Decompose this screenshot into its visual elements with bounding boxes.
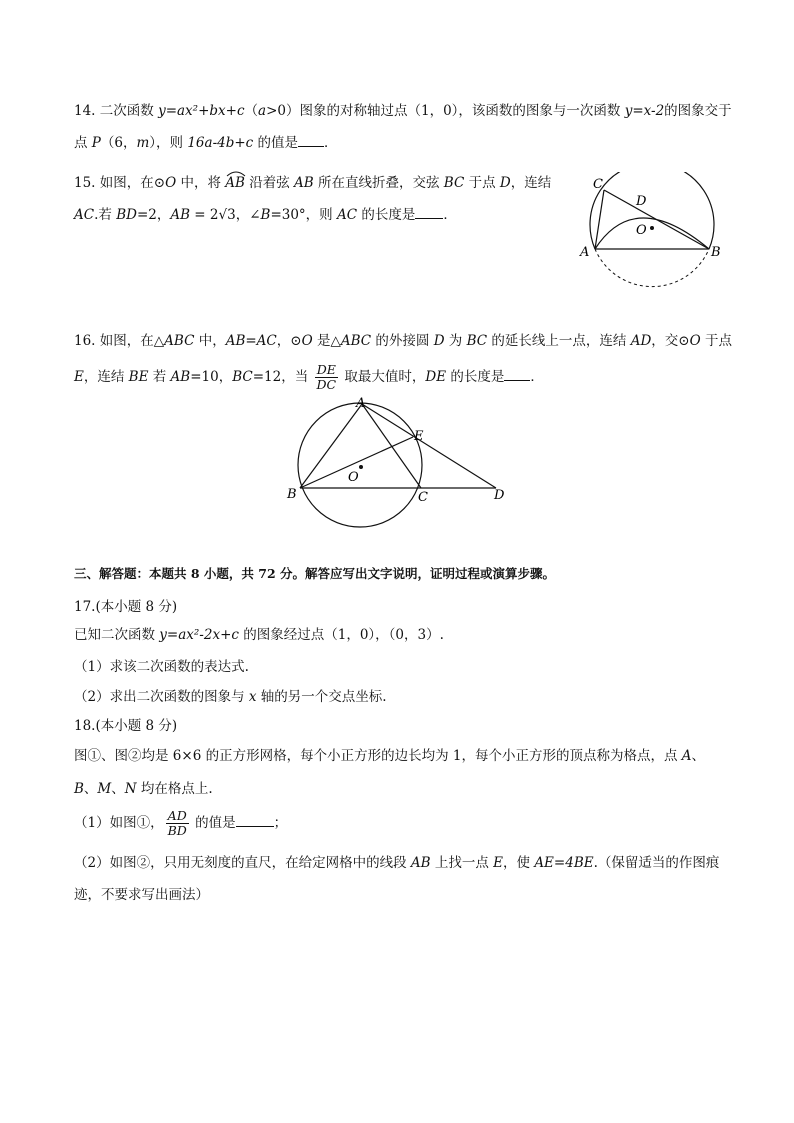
q14-line2 bbox=[74, 133, 338, 153]
q18-text: 上找一点 bbox=[430, 855, 494, 871]
q16-text: 为 bbox=[444, 333, 467, 349]
q15-var: BC bbox=[443, 175, 465, 191]
q16-text: 的长度是 bbox=[446, 369, 505, 385]
q14-point-p: P bbox=[91, 135, 101, 151]
q18-text: （1）如图①， bbox=[74, 815, 164, 831]
q14-text: （6， bbox=[100, 135, 137, 151]
q15-text: =30°，则 bbox=[270, 207, 337, 223]
q16-var: ABC bbox=[164, 333, 195, 349]
q15-text: ，连结 bbox=[510, 175, 552, 191]
q14-expression: 16a-4b+c bbox=[187, 135, 254, 151]
q16-text: 的外接圆 bbox=[371, 333, 434, 349]
q16-segment-ad bbox=[362, 404, 496, 488]
q18-part2-line1 bbox=[74, 853, 719, 873]
q18-var: N bbox=[124, 781, 137, 797]
q14-line1 bbox=[74, 101, 732, 121]
q15-var: AB bbox=[294, 175, 314, 191]
q18-heading: 18.(本小题 8 分) bbox=[74, 718, 178, 734]
q17-part1: （1）求该二次函数的表达式. bbox=[74, 659, 249, 675]
q16-label-d: D bbox=[494, 488, 505, 503]
q16-var: D bbox=[433, 333, 445, 349]
q18-part1 bbox=[74, 807, 287, 839]
q16-center-dot bbox=[359, 465, 363, 469]
q16-var: ABC bbox=[340, 333, 372, 349]
q15-text: 中，将 bbox=[176, 175, 226, 191]
section3-title: 三、解答题：本题共 8 小题，共 72 分。解答应写出文字说明，证明过程或演算步骤。 bbox=[74, 566, 556, 581]
q18-stem-line2 bbox=[74, 779, 213, 799]
q17-text: 的图象经过点（1，0），（0，3）. bbox=[238, 627, 444, 643]
q18-text: 、 bbox=[691, 748, 705, 764]
q15-segment-ac bbox=[595, 190, 604, 249]
q16-line1 bbox=[74, 331, 732, 351]
q16-text: 取最大值时， bbox=[340, 369, 426, 385]
q15-label-b: B bbox=[711, 245, 721, 260]
q15-folded-arc bbox=[595, 218, 709, 249]
q18-stem-line1 bbox=[74, 746, 705, 766]
q18-frac-den: BD bbox=[167, 823, 187, 838]
q18-var: A bbox=[681, 748, 692, 764]
q18-fraction-ad-bd bbox=[166, 809, 189, 838]
q14-text: 的值是 bbox=[253, 135, 299, 151]
q16-fraction-de-dc bbox=[315, 363, 339, 392]
q15-line2 bbox=[74, 205, 457, 225]
q18-text: .（保留适当的作图痕 bbox=[593, 855, 720, 871]
q16-var: O bbox=[301, 333, 313, 349]
q14-quadratic-formula: y=ax²+bx+c bbox=[158, 103, 245, 119]
q15-text: =2， bbox=[136, 207, 171, 223]
q16-frac-num: DE bbox=[315, 363, 339, 378]
q18-var: AB bbox=[410, 855, 431, 871]
q15-circle-lower-arc-dashed bbox=[595, 249, 709, 287]
q18-var: AE=4BE bbox=[534, 855, 594, 871]
q16-var: E bbox=[74, 369, 84, 385]
q18-text: 图①、图②均是 6×6 的正方形网格，每个小正方形的边长均为 1，每个小正方形的顶点称为格点，点 bbox=[74, 748, 682, 764]
q15-label-d: D bbox=[636, 194, 647, 209]
q14-text: ． bbox=[324, 135, 338, 151]
q15-circle-upper-arc bbox=[590, 172, 714, 249]
q14-text: 的图象交于 bbox=[664, 103, 732, 119]
q18-text: 均在格点上. bbox=[136, 781, 213, 797]
q16-segment-ac bbox=[362, 404, 421, 488]
q15-label-c: C bbox=[593, 177, 603, 192]
q14-text: ），则 bbox=[149, 135, 188, 151]
q17-part2 bbox=[74, 687, 387, 707]
q18-text: ； bbox=[273, 815, 288, 831]
q16-var: DE bbox=[425, 369, 447, 385]
q16-label-b: B bbox=[287, 487, 297, 502]
q15-text: .若 bbox=[94, 207, 117, 223]
q15-arc-ab bbox=[225, 169, 245, 193]
q16-var: O bbox=[689, 333, 701, 349]
q15-text: 的长度是 bbox=[357, 207, 416, 223]
q15-text: 所在直线折叠，交弦 bbox=[313, 175, 444, 191]
q15-text: ． bbox=[443, 207, 457, 223]
q16-var: AB=AC bbox=[225, 333, 277, 349]
q16-text: 16. 如图，在△ bbox=[74, 333, 165, 349]
q15-var: B bbox=[260, 207, 271, 223]
q18-frac-num: AD bbox=[166, 809, 189, 824]
q14-var-a: a bbox=[258, 103, 267, 119]
q18-text: ，使 bbox=[503, 855, 535, 871]
q16-text: =10， bbox=[190, 369, 233, 385]
q16-var: AB bbox=[170, 369, 191, 385]
q18-text: 、 bbox=[111, 781, 125, 797]
q17-var-x: x bbox=[248, 689, 257, 705]
q16-var: BE bbox=[128, 369, 149, 385]
q15-label-o: O bbox=[636, 223, 647, 238]
q14-text: 点 bbox=[74, 135, 92, 151]
q16-figure bbox=[284, 395, 514, 535]
q15-var: BD bbox=[116, 207, 137, 223]
q15-var: D bbox=[499, 175, 511, 191]
q14-answer-blank[interactable] bbox=[298, 134, 324, 147]
q18-part2-line2: 迹，不要求写出画法） bbox=[74, 887, 209, 903]
q15-center-dot bbox=[650, 226, 654, 230]
q15-figure bbox=[575, 172, 725, 294]
q16-frac-den: DC bbox=[316, 377, 337, 392]
q18-answer-blank[interactable] bbox=[236, 814, 274, 827]
q15-text: = 2√3，∠ bbox=[190, 207, 261, 223]
q17-text: 轴的另一个交点坐标. bbox=[256, 689, 387, 705]
q18-var: M bbox=[97, 781, 112, 797]
q16-text: 若 bbox=[148, 369, 171, 385]
q15-var: AC bbox=[336, 207, 358, 223]
q16-text: ． bbox=[530, 369, 544, 385]
q16-label-c: C bbox=[418, 490, 428, 505]
q14-text: （ bbox=[244, 103, 259, 119]
q16-label-a: A bbox=[356, 396, 366, 411]
q18-text: 的值是 bbox=[190, 815, 236, 831]
q15-answer-blank[interactable] bbox=[415, 206, 443, 219]
q15-label-a: A bbox=[580, 245, 590, 260]
q16-text: 中， bbox=[194, 333, 226, 349]
q18-var: B bbox=[74, 781, 84, 797]
q16-text: ，交⊙ bbox=[651, 333, 690, 349]
q16-answer-blank[interactable] bbox=[504, 368, 530, 381]
q18-text: 、 bbox=[83, 781, 98, 797]
q16-text: 是△ bbox=[312, 333, 341, 349]
q15-text: 于点 bbox=[464, 175, 500, 191]
q15-line1 bbox=[74, 169, 551, 193]
q17-heading: 17.(本小题 8 分) bbox=[74, 599, 178, 615]
q16-var: BC bbox=[466, 333, 488, 349]
q14-text: 14. 二次函数 bbox=[74, 103, 159, 119]
q17-formula: y=ax²-2x+c bbox=[159, 627, 239, 643]
q16-var: AD bbox=[630, 333, 652, 349]
q16-text: =12，当 bbox=[252, 369, 313, 385]
arc-icon bbox=[225, 169, 247, 177]
q17-stem bbox=[74, 625, 444, 645]
q15-chord-bc bbox=[604, 190, 709, 249]
q16-line2 bbox=[74, 362, 544, 392]
q16-label-e: E bbox=[414, 429, 424, 444]
q16-var: BC bbox=[232, 369, 253, 385]
q15-text: 沿着弦 bbox=[244, 175, 295, 191]
q18-text: （2）如图②，只用无刻度的直尺，在给定网格中的线段 bbox=[74, 855, 411, 871]
q14-text: >0）图象的对称轴过点（1，0），该函数的图象与一次函数 bbox=[266, 103, 625, 119]
q16-text: 的延长线上一点，连结 bbox=[487, 333, 631, 349]
q15-text: 15. 如图，在⊙ bbox=[74, 175, 166, 191]
q15-arc-label: AB bbox=[225, 175, 245, 191]
q17-text: （2）求出二次函数的图象与 bbox=[74, 689, 249, 705]
q16-text: ，连结 bbox=[83, 369, 129, 385]
q15-var: O bbox=[165, 175, 177, 191]
q16-text: 于点 bbox=[700, 333, 732, 349]
q16-label-o: O bbox=[348, 470, 359, 485]
q16-text: ，⊙ bbox=[276, 333, 302, 349]
q15-var: AB bbox=[170, 207, 191, 223]
q15-var: AC bbox=[74, 207, 95, 223]
q18-var: E bbox=[493, 855, 504, 871]
q14-linear-formula: y=x-2 bbox=[624, 103, 665, 119]
q17-text: 已知二次函数 bbox=[74, 627, 160, 643]
q14-var-m: m bbox=[136, 135, 150, 151]
